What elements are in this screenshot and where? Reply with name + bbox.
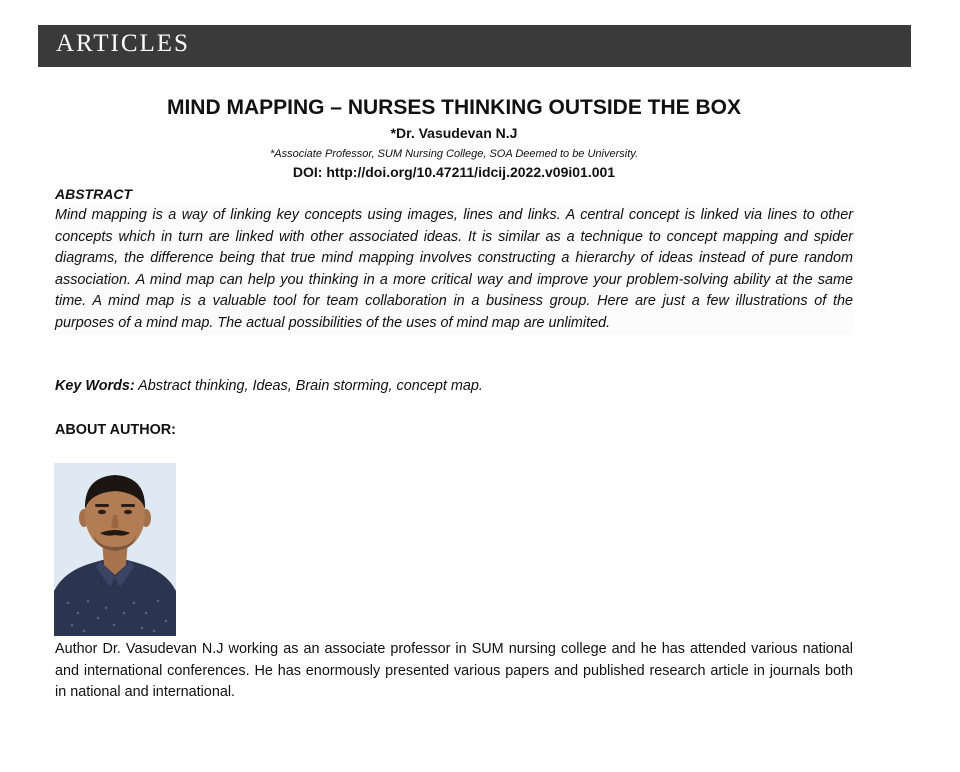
keywords-label: Key Words: — [55, 378, 135, 394]
about-author-heading: ABOUT AUTHOR: — [55, 422, 176, 438]
section-header-bar — [38, 25, 911, 67]
abstract-heading: ABSTRACT — [55, 186, 132, 202]
section-label: ARTICLES — [56, 30, 190, 57]
doi-link[interactable]: DOI: http://doi.org/10.47211/idcij.2022.v09i01.001 — [292, 164, 616, 180]
abstract-body: Mind mapping is a way of linking key concepts using images, lines and links. A central concept is linked via lines to other concepts which in turn are linked with other associated ideas. It is similar as a technique to concept mapping and spider diagrams, the difference being that true mind mapping involves constructing a hierarchy of ideas instead of pure random association. A mind map can help you thinking in a more critical way and improve your problem-solving ability at the same time. A mind map is a valuable tool for team collaboration in a business group. Here are just a few illustrations of the purposes of a mind map. The actual possibilities of the uses of mind map are unlimited. — [55, 205, 853, 335]
author-portrait-illustration — [54, 463, 176, 636]
author-photo — [54, 463, 176, 636]
keywords-values: Abstract thinking, Ideas, Brain storming, concept map. — [138, 378, 483, 394]
article-title: MIND MAPPING – NURSES THINKING OUTSIDE THE BOX — [166, 96, 742, 119]
author-affiliation: *Associate Professor, SUM Nursing College, SOA Deemed to be University. — [269, 148, 639, 160]
author-name: *Dr. Vasudevan N.J — [390, 125, 518, 141]
author-bio: Author Dr. Vasudevan N.J working as an associate professor in SUM nursing college and he has attended various national and international conferences. He has enormously presented various papers and published research article in journals both in national and international. — [55, 641, 853, 701]
keywords — [55, 378, 853, 394]
